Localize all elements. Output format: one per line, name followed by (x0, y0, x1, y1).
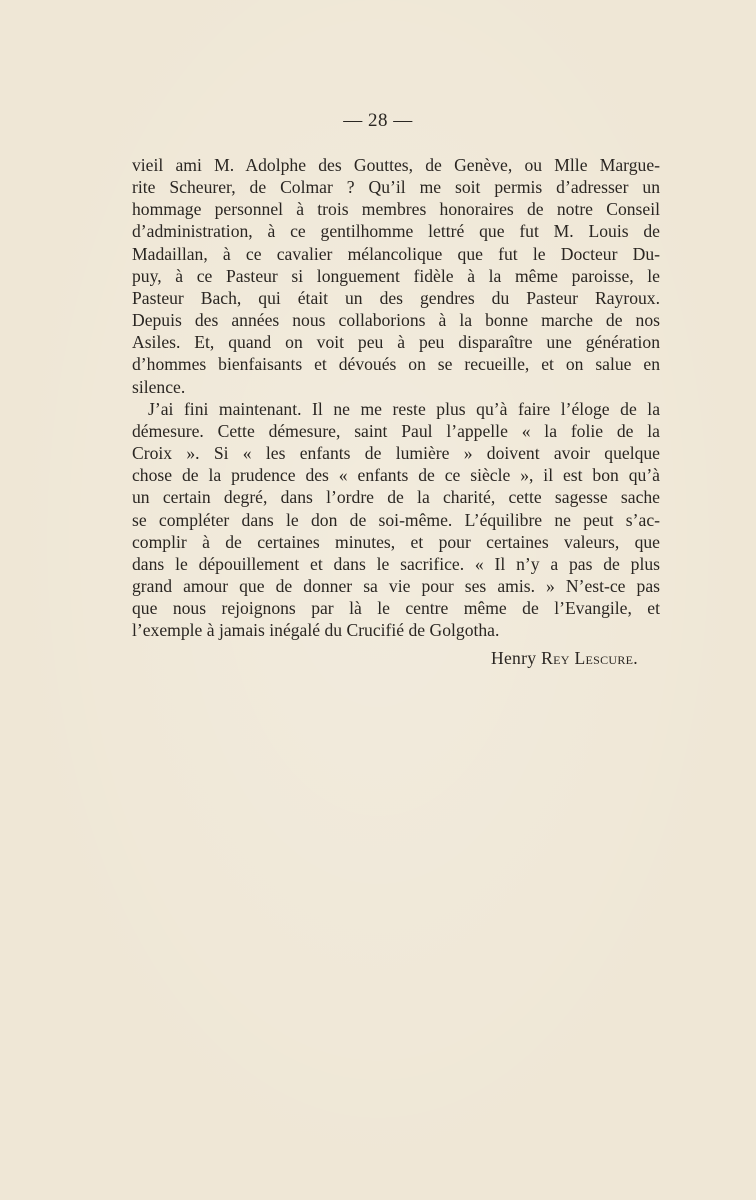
text-line: silence. (132, 376, 186, 397)
text-line: hommage personnel à trois membres honoraires de notre Conseil (132, 199, 660, 220)
text-line: que nous rejoignons par là le centre même de l’Evangile, et (132, 598, 660, 619)
text-line: d’administration, à ce gentilhomme lettré que fut M. Louis de (132, 221, 660, 242)
text-line: Madaillan, à ce cavalier mélancolique que fut le Docteur Du- (132, 243, 660, 264)
author-signature (491, 648, 638, 669)
paragraph-2 (132, 398, 660, 642)
text-line: J’ai fini maintenant. Il ne me reste plus qu’à faire l’éloge de la (148, 398, 660, 419)
text-line: rite Scheurer, de Colmar ? Qu’il me soit permis d’adresser un (132, 177, 660, 198)
text-line: chose de la prudence des « enfants de ce siècle », il est bon qu’à (132, 465, 660, 486)
text-line: Asiles. Et, quand on voit peu à peu disparaître une génération (132, 332, 660, 353)
text-line: un certain degré, dans l’ordre de la charité, cette sagesse sache (132, 487, 660, 508)
text-line: vieil ami M. Adolphe des Gouttes, de Genève, ou Mlle Margue- (132, 155, 660, 175)
author-last-name: Rey Lescure. (541, 648, 638, 668)
paragraph-1 (132, 154, 660, 398)
text-line: puy, à ce Pasteur si longuement fidèle à la même paroisse, le (132, 265, 660, 286)
body-text (132, 154, 660, 641)
text-line: Pasteur Bach, qui était un des gendres du Pasteur Rayroux. (132, 287, 660, 308)
text-line: l’exemple à jamais inégalé du Crucifié de Golgotha. (132, 620, 500, 641)
author-first-name: Henry (490, 648, 537, 668)
text-line: dans le dépouillement et dans le sacrifice. « Il n’y a pas de plus (132, 553, 660, 574)
page-number: — 28 — (343, 110, 413, 131)
text-line: Croix ». Si « les enfants de lumière » doivent avoir quelque (132, 443, 660, 464)
text-line: grand amour que de donner sa vie pour ses amis. » N’est-ce pas (132, 575, 660, 596)
text-line: d’hommes bienfaisants et dévoués on se recueille, et on salue en (132, 354, 660, 375)
text-line: se compléter dans le don de soi-même. L’équilibre ne peut s’ac- (132, 509, 660, 530)
text-line: démesure. Cette démesure, saint Paul l’appelle « la folie de la (132, 420, 660, 441)
text-line: Depuis des années nous collaborions à la bonne marche de nos (132, 310, 660, 331)
text-line: complir à de certaines minutes, et pour certaines valeurs, que (132, 531, 660, 552)
